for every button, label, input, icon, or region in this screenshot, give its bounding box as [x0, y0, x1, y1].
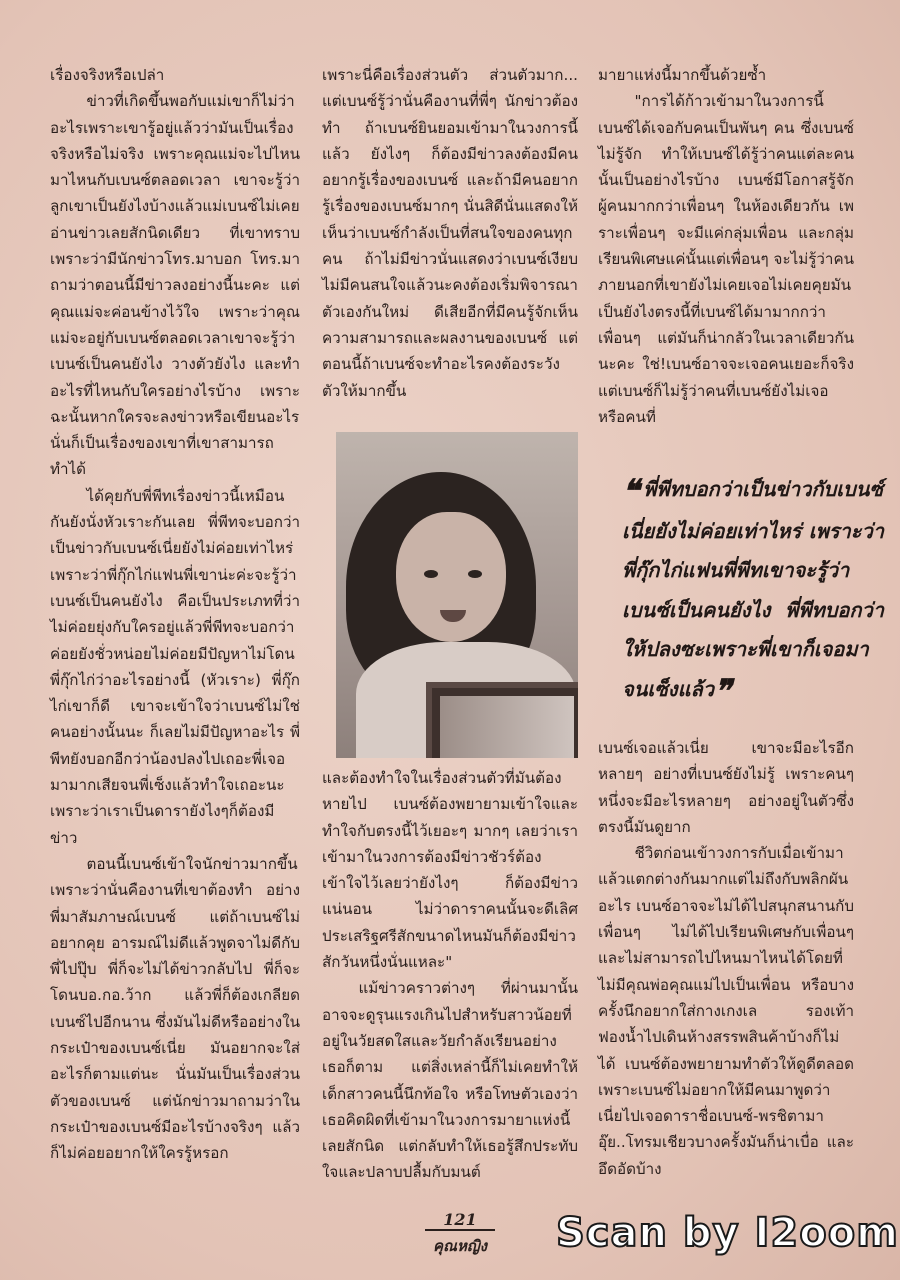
column-middle-top: [322, 62, 578, 404]
close-quote-icon: ❞: [713, 671, 732, 710]
scanner-watermark: Scan by I2oom: [556, 1210, 899, 1256]
paragraph: ข่าวที่เกิดขึ้นพอกับแม่เขาก็ไม่ว่าอะไรเพราะเขารู้อยู่แล้วว่ามันเป็นเรื่องจริงหรือไม่จริง เพราะคุณแม่จะไปไหนมาไหนกับเบนซ์ตลอดเวลา เขาจะรู้ว่าลูกเขาเป็นยังไงบ้างแล้วแม่เบนซ์ไม่เคยอ่านข่าวเลยสักนิดเดียว ที่เขาทราบเพราะว่ามีนักข่าวโทร.มาบอก โทร.มาถามว่าตอนนี้มีข่าวลงอย่างนี้นะคะ แต่คุณแม่จะค่อนข้างไว้ใจ เพราะว่าคุณแม่จะอยู่กับเบนซ์ตลอดเวลาเขาจะรู้ว่าเบนซ์เป็นคนยังไง วางตัวยังไง และทำอะไรที่ไหนกับใครอย่างไรบ้าง เพราะฉะนั้นหากใครจะลงข่าวหรือเขียนอะไร นั่นก็เป็นเรื่องของเขาที่เขาสามารถทำได้: [50, 92, 300, 479]
paragraph: เบนซ์เจอแล้วเนี่ย เขาจะมีอะไรอีกหลายๆ อย่างที่เบนซ์ยังไม่รู้ เพราะคนๆหนึ่งจะมีอะไรหลายๆ อย่างอยู่ในตัวซึ่งตรงนี้มันดูยาก: [598, 739, 854, 836]
column-right-top: [598, 62, 854, 430]
photo-face: [396, 512, 506, 642]
girl-holding-frame-photo: [336, 432, 578, 758]
pull-quote-text: พี่พีทบอกว่าเป็นข่าวกับเบนซ์เนี่ยยังไม่ค่อยเท่าไหร่ เพราะว่าพี่กุ๊กไก่แฟนพี่พีทเขาจะรู้ว่าเบนซ์เป็นคนยังไง พี่พีทบอกว่าให้ปลงซะเพราะพี่เขาก็เจอมาจนเซ็งแล้ว: [622, 477, 884, 701]
paragraph: ตอนนี้เบนซ์เข้าใจนักข่าวมากขึ้นเพราะว่านั่นคืองานที่เขาต้องทำ อย่างพี่มาสัมภาษณ์เบนซ์ แต่ถ้าเบนซ์ไม่อยากคุย อารมณ์ไม่ดีแล้วพูดจาไม่ดีกับพี่ไปปุ๊บ พี่ก็จะไม่ได้ข่าวกลับไป พี่ก็จะโดนบอ.กอ.ว้าก แล้วพี่ก็ต้องเกลียดเบนซ์ไปอีกนาน ซึ่งมันไม่ดีหรืออย่างในกระเป๋าของเบนซ์เนี่ย มันอยากจะใส่อะไรก็ตามแต่นะ นั่นมันเป็นเรื่องส่วนตัวของเบนซ์ แต่นักข่าวมาถามว่าในกระเป๋าของเบนซ์มีอะไรบ้างจริงๆ แล้วก็ไม่ค่อยอยากให้ใครรู้หรอก: [50, 854, 300, 1163]
paragraph: "การได้ก้าวเข้ามาในวงการนี้เบนซ์ได้เจอกับคนเป็นพันๆ คน ซึ่งเบนซ์ไม่รู้จัก ทำให้เบนซ์ได้รู้ว่าคนแต่ละคนนั้นเป็นอย่างไรบ้าง เบนซ์มีโอกาสรู้จักผู้คนมากกว่าเพื่อนๆ ในห้องเดียวกัน เพราะเพื่อนๆ จะมีแค่กลุ่มเพื่อน และกลุ่มเรียนพิเศษแค่นั้นแต่เพื่อนๆ จะไม่รู้ว่าคนภายนอกที่เขายังไม่เคยเจอไม่เคยคุยมันเป็นยังไงตรงนี้ที่เบนซ์ได้มามากกว่าเพื่อนๆ แต่มันก็น่ากลัวในเวลาเดียวกันนะคะ ใช่!เบนซ์อาจจะเจอคนเยอะก็จริงแต่เบนซ์ก็ไม่รู้ว่าคนที่เบนซ์ยังไม่เจอหรือคนที่: [598, 92, 854, 426]
pull-quote: [622, 470, 884, 711]
paragraph: มายาแห่งนี้มากขึ้นด้วยซ้ำ: [598, 66, 767, 84]
column-middle-bottom: [322, 765, 578, 1186]
footer-divider: [425, 1229, 495, 1231]
paragraph: ได้คุยกับพี่พีทเรื่องข่าวนี้เหมือนกันยังนั่งหัวเราะกันเลย พี่พีทจะบอกว่าเป็นข่าวกับเบนซ์เนี่ยยังไม่ค่อยเท่าไหร่ เพราะว่าพี่กุ๊กไก่แฟนพี่เขาน่ะค่ะจะรู้ว่าเบนซ์เป็นคนยังไง คือเป็นประเภทที่ว่าไม่ค่อยยุ่งกับใครอยู่แล้วพี่พีทจะบอกว่าค่อยยังชั่วหน่อยไม่ค่อยมีปัญหาไม่โดนพี่กุ๊กไก่ว่าอะไรอย่างนี้ (หัวเราะ) พี่กุ๊กไก่เขาก็ดี เขาจะเข้าใจว่าเบนซ์ไม่ใช่คนอย่างนั้นนะ ก็เลยไม่มีปัญหาอะไร พี่พีทยังบอกอีกว่าน้องปลงไปเถอะพี่เจอมามากเสียจนพี่เซ็งแล้วทำใจเถอะนะเพราะว่าเราเป็นดารายังไงๆก็ต้องมีข่าว: [50, 486, 300, 847]
column-left: [50, 62, 300, 1166]
section-heading: เรื่องจริงหรือเปล่า: [50, 66, 165, 84]
open-quote-icon: ❝: [622, 472, 640, 510]
photo-eye: [424, 570, 438, 578]
photo-picture-frame: [426, 682, 578, 758]
paragraph: แม้ข่าวคราวต่างๆ ที่ผ่านมานั้นอาจจะดูรุนแรงเกินไปสำหรับสาวน้อยที่อยู่ในวัยสดใสและวัยกำลังเรียนอย่างเธอก็ตาม แต่สิ่งเหล่านี้ก็ไม่เคยทำให้เด็กสาวคนนี้นึกท้อใจ หรือโทษตัวเองว่าเธอคิดผิดที่เข้ามาในวงการมายาแห่งนี้เลยสักนิด แต่กลับทำให้เธอรู้สึกประทับใจและปลาบปลื้มกับมนต์: [322, 979, 578, 1182]
page-number: 121: [443, 1210, 477, 1229]
magazine-name: คุณหญิง: [433, 1237, 487, 1255]
paragraph: และต้องทำใจในเรื่องส่วนตัวที่มันต้องหายไป เบนซ์ต้องพยายามเข้าใจและทำใจกับตรงนี้ไว้เยอะๆ มากๆ เลยว่าเราเข้ามาในวงการต้องมีข่าวชัวร์ต้องเข้าใจไว้เลยว่ายังไงๆ ก็ต้องมีข่าวแน่นอน ไม่ว่าดาราคนนั้นจะดีเลิศประเสริฐศรีสักขนาดไหนมันก็ต้องมีข่าวสักวันหนึ่งนั่นแหละ": [322, 769, 578, 972]
photo-eye: [468, 570, 482, 578]
column-right-bottom: [598, 735, 854, 1182]
paragraph: ชีวิตก่อนเข้าวงการกับเมื่อเข้ามาแล้วแตกต่างกันมากแต่ไม่ถึงกับพลิกผันอะไร เบนซ์อาจจะไม่ได้ไปสนุกสนานกับเพื่อนๆ ไม่ได้ไปเรียนพิเศษกับเพื่อนๆ และไม่สามารถไปไหนมาไหนได้โดยที่ไม่มีคุณพ่อคุณแม่ไปเป็นเพื่อน หรือบางครั้งนึกอยากใส่กางเกงเล รองเท้าฟองน้ำไปเดินห้างสรรพสินค้าบ้างก็ไม่ได้ เบนซ์ต้องพยายามทำตัวให้ดูดีตลอด เพราะเบนซ์ไม่อยากให้มีคนมาพูดว่าเนี่ยไปเจอดาราชื่อเบนซ์-พรชิตามา อุ๊ย..โทรมเชียวบางครั้งมันก็น่าเบื่อ และอึดอัดบ้าง: [598, 844, 854, 1178]
paragraph: เพราะนี่คือเรื่องส่วนตัว ส่วนตัวมาก... แต่เบนซ์รู้ว่านั่นคืองานที่พี่ๆ นักข่าวต้องทำ ถ้าเบนซ์ยินยอมเข้ามาในวงการนี้แล้ว ยังไงๆ ก็ต้องมีข่าวลงต้องมีคนอยากรู้เรื่องของเบนซ์ และถ้ามีคนอยากรู้เรื่องของเบนซ์มากๆ นั่นสิดีนั่นแสดงให้เห็นว่าเบนซ์กำลังเป็นที่สนใจของคนทุกคน ถ้าไม่มีข่าวนั่นแสดงว่าเบนซ์เงียบ ไม่มีคนสนใจแล้วนะคงต้องเริ่มพิจารณาตัวเองกันใหม่ ดีเสียอีกที่มีคนรู้จักเห็นความสามารถและผลงานของเบนซ์ แต่ตอนนี้ถ้าเบนซ์จะทำอะไรคงต้องระวังตัวให้มากขึ้น: [322, 66, 578, 400]
